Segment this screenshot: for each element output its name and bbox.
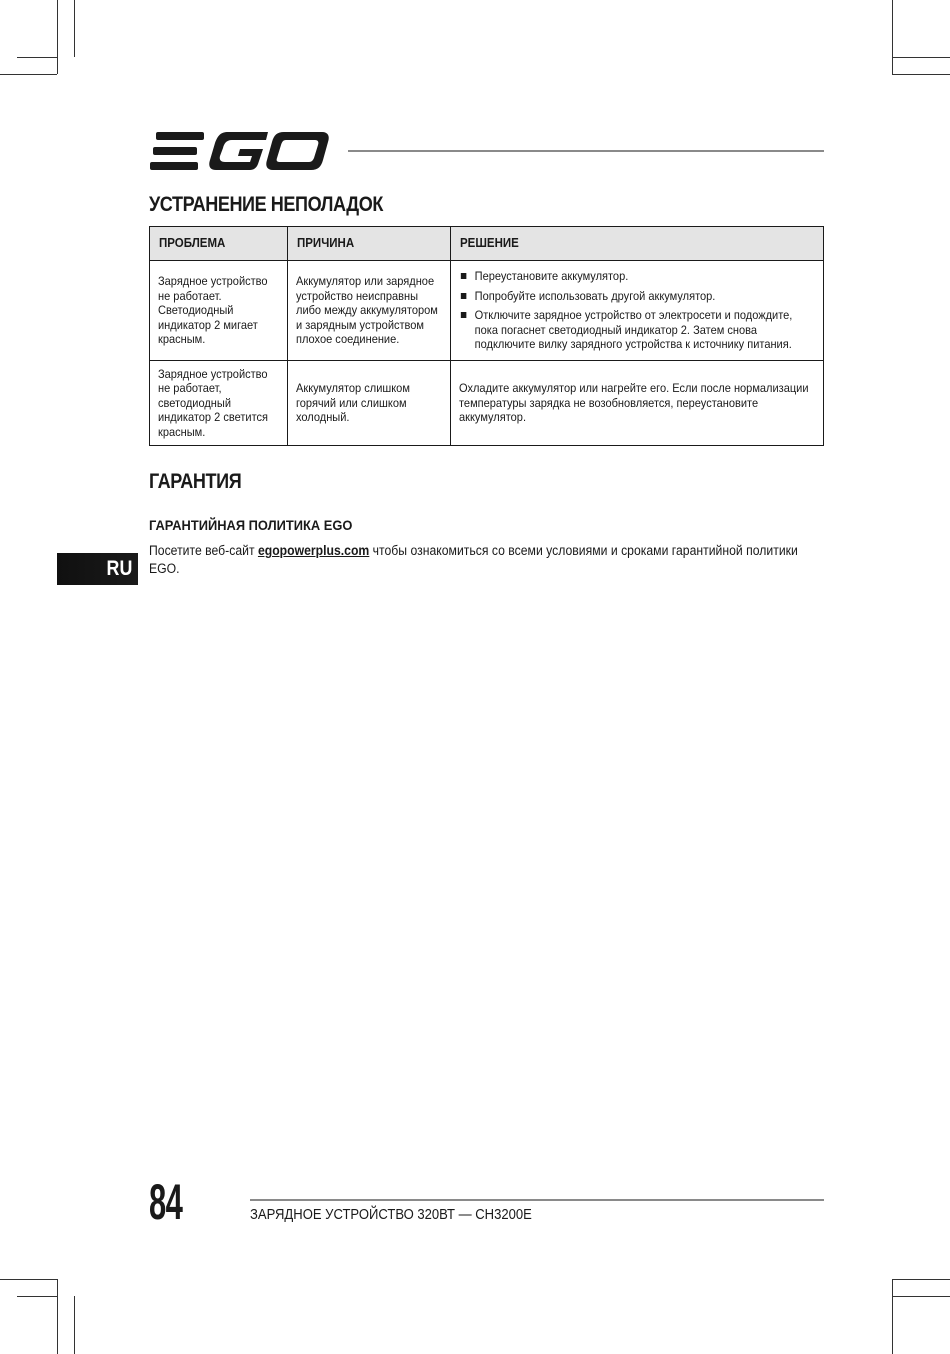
list-item: Отключите зарядное устройство от электросети и подождите, пока погаснет светодиодный индикатор 2. Затем снова подключите вилку зарядного устройства к источнику питания.: [459, 308, 813, 351]
language-tab: RU: [57, 553, 138, 585]
problem-cell: Зарядное устройство не работает, светодиодный индикатор 2 светится красным.: [150, 361, 288, 446]
table-row: [150, 261, 824, 361]
crop-mark: [0, 74, 57, 75]
warranty-text: Посетите веб-сайт egopowerplus.com чтобы ознакомиться со всеми условиями и сроками гарантийной политики EGO.: [149, 543, 798, 576]
ego-logo: [150, 130, 330, 172]
cause-cell: Аккумулятор или зарядное устройство неисправны либо между аккумулятором и зарядным устройством плохое соединение.: [288, 261, 451, 361]
crop-mark: [17, 57, 57, 58]
warranty-subtitle: ГАРАНТИЙНАЯ ПОЛИТИКА EGO: [149, 517, 353, 533]
footer-title: ЗАРЯДНОЕ УСТРОЙСТВО 320ВТ — CH3200E: [250, 1207, 532, 1223]
crop-mark: [17, 1296, 57, 1297]
solution-cell: [451, 261, 824, 361]
square-bullet-icon: [461, 312, 467, 318]
cause-cell: Аккумулятор слишком горячий или слишком холодный.: [288, 361, 451, 446]
crop-mark: [892, 1279, 950, 1280]
crop-mark: [892, 74, 950, 75]
list-item: Попробуйте использовать другой аккумулятор.: [459, 289, 813, 303]
header-problem: ПРОБЛЕМА: [150, 227, 288, 261]
list-item: Переустановите аккумулятор.: [459, 269, 813, 283]
crop-mark: [892, 1279, 893, 1354]
troubleshooting-table: [149, 226, 824, 446]
problem-cell: Зарядное устройство не работает. Светодиодный индикатор 2 мигает красным.: [150, 261, 288, 361]
crop-mark: [0, 1279, 57, 1280]
table-row: [150, 361, 824, 446]
warranty-title: ГАРАНТИЯ: [149, 470, 242, 493]
solution-cell: Охладите аккумулятор или нагрейте его. Если после нормализации температуры зарядка не возобновляется, переустановите аккумулятор.: [451, 361, 824, 446]
crop-mark: [892, 0, 893, 74]
header-rule: [348, 150, 824, 152]
crop-mark: [892, 57, 950, 58]
header-solution: РЕШЕНИЕ: [451, 227, 824, 261]
crop-mark: [57, 0, 58, 74]
footer-rule: [250, 1199, 824, 1201]
solution-list: [459, 269, 813, 351]
page-number: 84: [149, 1174, 183, 1230]
crop-mark: [74, 0, 75, 57]
crop-mark: [892, 1296, 950, 1297]
header-cause: ПРИЧИНА: [288, 227, 451, 261]
square-bullet-icon: [461, 293, 467, 299]
crop-mark: [74, 1296, 75, 1354]
table-header-row: [150, 227, 824, 261]
warranty-link[interactable]: egopowerplus.com: [257, 543, 370, 558]
troubleshooting-title: УСТРАНЕНИЕ НЕПОЛАДОК: [149, 193, 383, 216]
square-bullet-icon: [461, 273, 467, 279]
crop-mark: [57, 1279, 58, 1354]
